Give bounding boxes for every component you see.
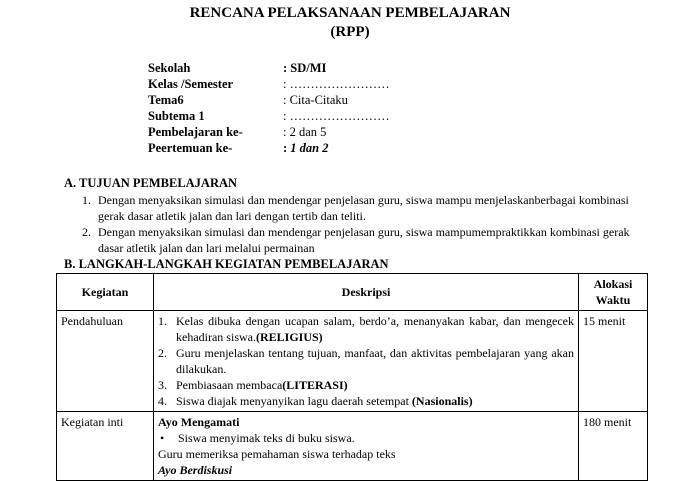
info-value-colon: : bbox=[283, 141, 291, 155]
item-text bbox=[176, 393, 473, 409]
info-value: : Cita-Citaku bbox=[283, 93, 348, 107]
item-number: 4. bbox=[158, 394, 167, 408]
identity-block bbox=[148, 60, 390, 156]
section-b-heading: B. LANGKAH-LANGKAH KEGIATAN PEMBELAJARAN bbox=[64, 257, 389, 271]
goal-text: Dengan menyaksikan simulasi dan mendengar penjelasan guru, siswa mampu menjelaskanberbagai kombinasi gerak dasar atletik jalan dan lari dengan tertib dan teliti. bbox=[98, 193, 629, 223]
bullet-item bbox=[158, 430, 574, 446]
cell-alokasi: 180 menit bbox=[579, 412, 648, 481]
info-label: Kelas /Semester bbox=[148, 77, 234, 91]
bullet-icon: • bbox=[160, 431, 165, 445]
goal-item bbox=[82, 224, 642, 256]
goal-number: 1. bbox=[82, 193, 91, 207]
cell-deskripsi bbox=[154, 311, 579, 412]
info-value: : 2 dan 5 bbox=[283, 125, 327, 139]
item-text-bold: (RELIGIUS) bbox=[255, 330, 323, 344]
item-text-bold: (Nasionalis) bbox=[411, 394, 473, 408]
info-value bbox=[283, 140, 329, 156]
item-text-plain: Siswa diajak menyanyikan lagu daerah setempat bbox=[176, 394, 412, 408]
list-item bbox=[158, 345, 574, 377]
table-row bbox=[57, 412, 648, 481]
cell-deskripsi bbox=[154, 412, 579, 481]
item-number: 1. bbox=[158, 314, 167, 328]
info-label: Pembelajaran ke- bbox=[148, 125, 243, 139]
plain-text: Guru memeriksa pemahaman siswa terhadap teks bbox=[158, 447, 396, 461]
cell-kegiatan: Kegiatan inti bbox=[57, 412, 154, 481]
bullet-text: Siswa menyimak teks di buku siswa. bbox=[178, 431, 355, 445]
activities-table bbox=[56, 273, 648, 481]
info-row-sekolah bbox=[148, 60, 390, 76]
info-row-pembelajaran bbox=[148, 124, 390, 140]
info-row-subtema bbox=[148, 108, 390, 124]
item-number: 2. bbox=[158, 346, 167, 360]
header-kegiatan: Kegiatan bbox=[57, 274, 154, 311]
item-text bbox=[176, 377, 348, 393]
list-item bbox=[158, 393, 574, 409]
item-text-bold: (LITERASI) bbox=[282, 378, 348, 392]
header-alokasi: Alokasi Waktu bbox=[579, 274, 648, 311]
cell-kegiatan: Pendahuluan bbox=[57, 311, 154, 412]
table-header-row bbox=[57, 274, 648, 311]
info-row-kelas bbox=[148, 76, 390, 92]
info-label: Subtema 1 bbox=[148, 109, 205, 123]
item-number: 3. bbox=[158, 378, 167, 392]
item-text-plain: Pembiasaan membaca bbox=[176, 378, 283, 392]
info-value-emphasis: 1 dan 2 bbox=[290, 141, 329, 155]
subheading-ayo-berdiskusi: Ayo Berdiskusi bbox=[158, 463, 233, 477]
item-text bbox=[176, 313, 574, 345]
table-row bbox=[57, 311, 648, 412]
header-deskripsi: Deskripsi bbox=[154, 274, 579, 311]
list-item bbox=[158, 377, 574, 393]
goal-item bbox=[82, 192, 642, 224]
subheading-ayo-mengamati: Ayo Mengamati bbox=[158, 415, 240, 429]
info-value: : …………………… bbox=[283, 77, 390, 91]
document-title: RENCANA PELAKSANAAN PEMBELAJARAN bbox=[189, 5, 511, 21]
section-a-heading: A. TUJUAN PEMBELAJARAN bbox=[64, 176, 238, 190]
info-label: Sekolah bbox=[148, 61, 191, 75]
list-item bbox=[158, 313, 574, 345]
info-value: : …………………… bbox=[283, 109, 390, 123]
document-subtitle: (RPP) bbox=[330, 24, 370, 40]
cell-alokasi: 15 menit bbox=[579, 311, 648, 412]
info-row-pertemuan bbox=[148, 140, 390, 156]
goal-number: 2. bbox=[82, 225, 91, 239]
goals-list bbox=[82, 192, 642, 256]
info-value: : SD/MI bbox=[283, 61, 327, 75]
item-text: Guru menjelaskan tentang tujuan, manfaat, dan aktivitas pembelajaran yang akan dilakukan. bbox=[176, 346, 574, 376]
info-label: Peertemuan ke- bbox=[148, 141, 233, 155]
goal-text: Dengan menyaksikan simulasi dan mendengar penjelasan guru, siswa mampumempraktikkan kombinasi gerak dasar atletik jalan dan lari melalui permainan bbox=[98, 225, 630, 255]
info-row-tema bbox=[148, 92, 390, 108]
info-label: Tema6 bbox=[148, 93, 184, 107]
item-text-plain: Kelas dibuka dengan ucapan salam, berdo’a, menanyakan kabar, dan mengecek kehadiran siswa. bbox=[176, 314, 574, 344]
